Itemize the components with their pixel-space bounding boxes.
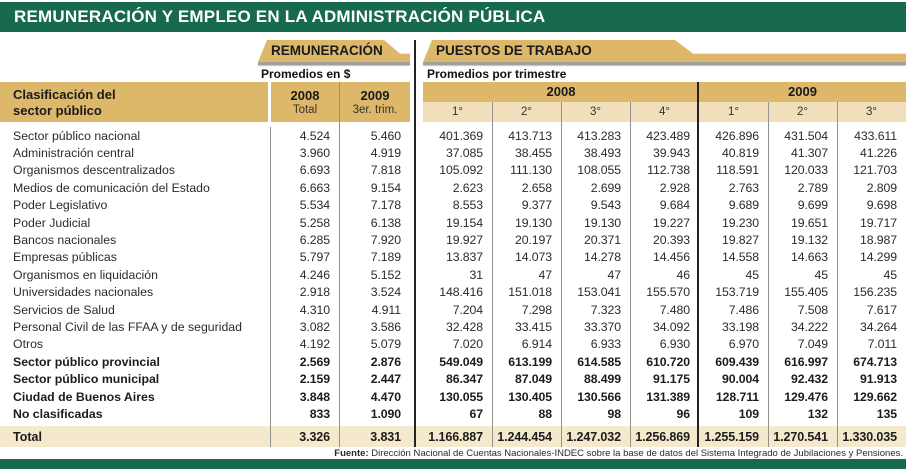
value-cell: 88	[538, 406, 552, 421]
value-cell: 3.848	[299, 389, 330, 404]
value-cell: 6.970	[728, 337, 759, 352]
table-row	[0, 179, 906, 196]
row-classification-header	[0, 82, 268, 122]
value-cell: 91.175	[652, 372, 690, 387]
value-cell: 9.689	[728, 198, 759, 213]
value-cell: 9.699	[797, 198, 828, 213]
value-cell: 2.876	[370, 354, 401, 369]
value-cell: 6.138	[370, 215, 401, 230]
value-cell: 9.684	[659, 198, 690, 213]
value-cell: 33.370	[583, 319, 621, 334]
tab-underline	[423, 62, 906, 65]
table-row	[0, 301, 906, 318]
value-cell: 2.763	[728, 180, 759, 195]
value-cell: 19.132	[790, 233, 828, 248]
column-rule	[270, 127, 271, 447]
value-cell: 549.049	[439, 354, 483, 369]
value-cell: 5.258	[299, 215, 330, 230]
value-cell: 14.456	[652, 250, 690, 265]
tab-remuneracion-label: REMUNERACIÓN	[271, 43, 383, 58]
value-cell: 3.960	[299, 146, 330, 161]
value-cell: 9.543	[590, 198, 621, 213]
tab-puestos-label: PUESTOS DE TRABAJO	[436, 43, 592, 58]
value-cell: 19.130	[583, 215, 621, 230]
remuneracion-subtitle: Promedios en $	[261, 67, 351, 81]
value-cell: 5.797	[299, 250, 330, 265]
value-cell: 45	[745, 267, 759, 282]
value-cell: 38.455	[514, 146, 552, 161]
value-cell: 130.055	[439, 389, 483, 404]
table-row	[0, 144, 906, 161]
value-cell: 431.504	[784, 128, 828, 143]
value-cell: 18.987	[859, 233, 897, 248]
value-cell: 2.569	[299, 354, 330, 369]
row-label: Poder Legislativo	[13, 198, 108, 213]
value-cell: 14.663	[790, 250, 828, 265]
total-pue-q1-2009: 1.255.159	[704, 429, 759, 444]
quarter-header: 1°	[423, 102, 492, 122]
table-row	[0, 388, 906, 405]
tab-puestos-de-trabajo	[423, 40, 906, 66]
value-cell: 7.818	[370, 163, 401, 178]
value-cell: 87.049	[514, 372, 552, 387]
value-cell: 4.310	[299, 302, 330, 317]
value-cell: 40.819	[721, 146, 759, 161]
total-pue-q2-2009: 1.270.541	[773, 429, 828, 444]
value-cell: 2.918	[299, 285, 330, 300]
tab-underline	[258, 62, 410, 65]
value-cell: 609.439	[715, 354, 759, 369]
column-rule	[768, 102, 769, 447]
column-header-rem-2009	[340, 82, 410, 122]
value-cell: 130.405	[508, 389, 552, 404]
value-cell: 14.073	[514, 250, 552, 265]
value-cell: 2.447	[370, 372, 401, 387]
value-cell: 155.570	[646, 285, 690, 300]
value-cell: 34.092	[652, 319, 690, 334]
value-cell: 4.470	[370, 389, 401, 404]
row-label: Universidades nacionales	[13, 285, 154, 300]
value-cell: 19.227	[652, 215, 690, 230]
table-row	[0, 266, 906, 283]
value-cell: 6.663	[299, 180, 330, 195]
value-cell: 91.913	[859, 372, 897, 387]
value-cell: 7.480	[659, 302, 690, 317]
value-cell: 14.278	[583, 250, 621, 265]
value-cell: 7.486	[728, 302, 759, 317]
value-cell: 5.152	[370, 267, 401, 282]
value-cell: 14.558	[721, 250, 759, 265]
quarter-header: 4°	[630, 102, 699, 122]
value-cell: 151.018	[508, 285, 552, 300]
table-row	[0, 353, 906, 370]
puestos-subtitle: Promedios por trimestre	[427, 67, 567, 81]
value-cell: 610.720	[646, 354, 690, 369]
value-cell: 37.085	[445, 146, 483, 161]
row-label: Poder Judicial	[13, 215, 91, 230]
value-cell: 112.738	[647, 163, 690, 178]
value-cell: 7.617	[866, 302, 897, 317]
value-cell: 47	[607, 267, 621, 282]
value-cell: 5.460	[370, 128, 401, 143]
year-label: 2009	[360, 88, 390, 103]
value-cell: 1.090	[370, 406, 401, 421]
quarter-header: 2°	[768, 102, 837, 122]
value-cell: 7.204	[452, 302, 483, 317]
value-cell: 153.041	[577, 285, 621, 300]
value-cell: 47	[538, 267, 552, 282]
value-cell: 118.591	[716, 163, 759, 178]
source-text: Dirección Nacional de Cuentas Nacionales-INDEC sobre la base de datos del Sistema Integrado de Jubilaciones y Pensiones.	[368, 448, 903, 459]
value-cell: 4.246	[299, 267, 330, 282]
row-label: Servicios de Salud	[13, 302, 115, 317]
value-cell: 7.920	[370, 233, 401, 248]
table-row	[0, 284, 906, 301]
classification-line2: sector público	[13, 103, 102, 118]
tab-remuneracion	[258, 40, 410, 66]
row-label: Personal Civil de las FFAA y de seguridad	[13, 319, 242, 334]
value-cell: 105.092	[439, 163, 483, 178]
value-cell: 8.553	[452, 198, 483, 213]
value-cell: 616.997	[784, 354, 828, 369]
value-cell: 33.198	[721, 319, 759, 334]
column-rule	[630, 102, 631, 447]
column-rule	[837, 102, 838, 447]
value-cell: 130.566	[577, 389, 621, 404]
value-cell: 120.033	[784, 163, 828, 178]
value-cell: 41.226	[859, 146, 897, 161]
value-cell: 128.711	[715, 389, 759, 404]
value-cell: 6.930	[659, 337, 690, 352]
value-cell: 129.476	[784, 389, 828, 404]
total-pue-q4-2008: 1.256.869	[635, 429, 690, 444]
value-cell: 3.082	[299, 319, 330, 334]
value-cell: 7.011	[867, 337, 897, 352]
value-cell: 14.299	[859, 250, 897, 265]
value-cell: 34.222	[790, 319, 828, 334]
value-cell: 7.020	[452, 337, 483, 352]
value-cell: 413.713	[508, 128, 552, 143]
value-cell: 2.159	[299, 372, 330, 387]
value-cell: 39.943	[652, 146, 690, 161]
row-label: No clasificadas	[13, 406, 103, 421]
value-cell: 32.428	[445, 319, 483, 334]
total-pue-q2-2008: 1.244.454	[497, 429, 552, 444]
value-cell: 19.154	[445, 215, 483, 230]
column-header-pue-2008: 2008	[423, 82, 699, 102]
value-cell: 3.586	[370, 319, 401, 334]
value-cell: 20.393	[652, 233, 690, 248]
row-label: Organismos descentralizados	[13, 163, 175, 178]
subcolumn-label: Total	[292, 104, 318, 116]
value-cell: 9.698	[866, 198, 897, 213]
value-cell: 7.049	[797, 337, 828, 352]
value-cell: 41.307	[790, 146, 828, 161]
table-row	[0, 231, 906, 248]
value-cell: 2.809	[866, 180, 897, 195]
value-cell: 135	[876, 406, 897, 421]
value-cell: 132	[807, 406, 828, 421]
value-cell: 413.283	[577, 128, 621, 143]
value-cell: 7.298	[521, 302, 552, 317]
table-row	[0, 162, 906, 179]
value-cell: 19.717	[859, 215, 897, 230]
value-cell: 423.489	[646, 128, 690, 143]
value-cell: 674.713	[853, 354, 897, 369]
value-cell: 3.524	[370, 285, 401, 300]
value-cell: 2.928	[659, 180, 690, 195]
value-cell: 98	[607, 406, 621, 421]
table-row	[0, 370, 906, 387]
subcolumn-label: 3er. trim.	[352, 104, 398, 116]
table-row	[0, 318, 906, 335]
row-label: Administración central	[13, 146, 134, 161]
column-rule	[492, 102, 493, 447]
value-cell: 9.154	[370, 180, 401, 195]
table-body	[0, 127, 906, 423]
value-cell: 6.693	[299, 163, 330, 178]
quarter-header: 3°	[837, 102, 906, 122]
column-rule	[561, 102, 562, 447]
total-rem-2009: 3.831	[370, 429, 401, 444]
row-label: Ciudad de Buenos Aires	[13, 389, 155, 404]
row-label: Medios de comunicación del Estado	[13, 180, 210, 195]
total-row	[0, 426, 906, 447]
value-cell: 38.493	[583, 146, 621, 161]
value-cell: 86.347	[445, 372, 483, 387]
value-cell: 4.911	[371, 302, 401, 317]
value-cell: 6.933	[590, 337, 621, 352]
value-cell: 613.199	[508, 354, 552, 369]
value-cell: 2.623	[452, 180, 483, 195]
value-cell: 2.658	[521, 180, 552, 195]
quarter-header: 1°	[699, 102, 768, 122]
value-cell: 7.508	[797, 302, 828, 317]
column-rule	[339, 82, 340, 447]
source-label: Fuente:	[334, 448, 369, 459]
value-cell: 121.703	[853, 163, 897, 178]
value-cell: 33.415	[514, 319, 552, 334]
value-cell: 34.264	[859, 319, 897, 334]
value-cell: 45	[814, 267, 828, 282]
value-cell: 109	[738, 406, 759, 421]
value-cell: 19.827	[721, 233, 759, 248]
row-label: Sector público nacional	[13, 128, 141, 143]
table-row	[0, 127, 906, 144]
table-row	[0, 336, 906, 353]
value-cell: 5.079	[370, 337, 401, 352]
value-cell: 153.719	[715, 285, 759, 300]
quarter-header: 3°	[561, 102, 630, 122]
value-cell: 92.432	[790, 372, 828, 387]
value-cell: 45	[883, 267, 897, 282]
column-header-pue-2009: 2009	[699, 82, 906, 102]
value-cell: 6.914	[521, 337, 552, 352]
value-cell: 19.927	[445, 233, 483, 248]
value-cell: 20.371	[583, 233, 621, 248]
value-cell: 401.369	[439, 128, 483, 143]
row-label: Empresas públicas	[13, 250, 117, 265]
row-label: Sector público municipal	[13, 372, 160, 387]
value-cell: 426.896	[715, 128, 759, 143]
column-header-rem-2008	[271, 82, 339, 122]
value-cell: 4.919	[370, 146, 401, 161]
section-divider-rule	[414, 40, 416, 447]
value-cell: 5.534	[299, 198, 330, 213]
value-cell: 2.789	[797, 180, 828, 195]
quarter-header: 2°	[492, 102, 561, 122]
total-label: Total	[13, 429, 42, 444]
bottom-accent-bar	[0, 459, 906, 469]
value-cell: 7.178	[370, 198, 401, 213]
value-cell: 833	[309, 406, 330, 421]
total-pue-q3-2009: 1.330.035	[842, 429, 897, 444]
value-cell: 9.377	[521, 198, 552, 213]
value-cell: 7.323	[590, 302, 621, 317]
total-pue-q3-2008: 1.247.032	[566, 429, 621, 444]
value-cell: 19.651	[790, 215, 828, 230]
value-cell: 129.662	[853, 389, 897, 404]
row-label: Bancos nacionales	[13, 233, 117, 248]
value-cell: 13.837	[445, 250, 483, 265]
value-cell: 90.004	[721, 372, 759, 387]
value-cell: 20.197	[514, 233, 552, 248]
value-cell: 433.611	[854, 128, 897, 143]
table-row	[0, 214, 906, 231]
value-cell: 2.699	[590, 180, 621, 195]
table-row	[0, 249, 906, 266]
value-cell: 46	[676, 267, 690, 282]
value-cell: 131.389	[646, 389, 690, 404]
value-cell: 19.130	[514, 215, 552, 230]
table-row	[0, 405, 906, 422]
value-cell: 4.192	[299, 337, 330, 352]
value-cell: 88.499	[583, 372, 621, 387]
table-row	[0, 197, 906, 214]
page-title: REMUNERACIÓN Y EMPLEO EN LA ADMINISTRACIÓN PÚBLICA	[0, 2, 906, 32]
value-cell: 6.285	[299, 233, 330, 248]
value-cell: 108.055	[577, 163, 621, 178]
row-label: Otros	[13, 337, 44, 352]
row-label: Sector público provincial	[13, 354, 160, 369]
total-rem-2008: 3.326	[299, 429, 330, 444]
value-cell: 155.405	[784, 285, 828, 300]
row-label: Organismos en liquidación	[13, 267, 158, 282]
value-cell: 4.524	[299, 128, 330, 143]
value-cell: 7.189	[370, 250, 401, 265]
year-label: 2008	[290, 88, 320, 103]
year-divider-rule	[697, 82, 699, 447]
source-note	[334, 448, 903, 459]
value-cell: 96	[676, 406, 690, 421]
value-cell: 111.130	[510, 163, 552, 178]
value-cell: 148.416	[439, 285, 483, 300]
value-cell: 31	[469, 267, 483, 282]
value-cell: 19.230	[721, 215, 759, 230]
total-pue-q1-2008: 1.166.887	[428, 429, 483, 444]
value-cell: 614.585	[577, 354, 621, 369]
value-cell: 156.235	[853, 285, 897, 300]
classification-line1: Clasificación del	[13, 87, 116, 102]
value-cell: 67	[469, 406, 483, 421]
